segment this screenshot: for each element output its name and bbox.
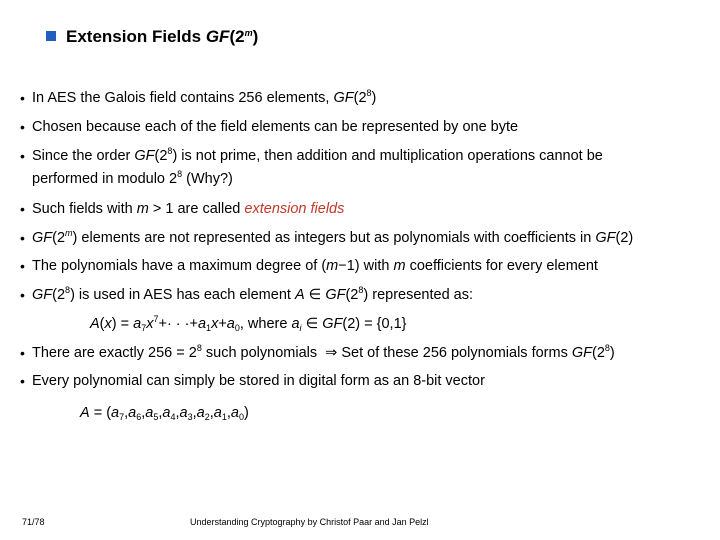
bullet-2-text: Chosen because each of the field elements can be represented by one byte	[32, 119, 519, 135]
square-bullet-icon	[46, 31, 56, 41]
bullet-7-text: $GF(2^8)$ is used in AES has each element A ∈ $GF(2^8)$ represented as:	[32, 285, 474, 303]
page-number: 71/78	[22, 517, 45, 527]
slide-title: Extension Fields GF(2$^m$)	[46, 27, 258, 47]
bullet-6-text: The polynomials have a maximum degree of (m−1) with m coefficients for every element	[32, 258, 598, 274]
bullet-dot-icon: •	[20, 230, 25, 246]
bullet-dot-icon: •	[20, 148, 25, 164]
bullet-4-text: Such fields with m > 1 are called extension fields	[32, 201, 345, 217]
title-text: Extension Fields	[66, 27, 202, 46]
bullet-dot-icon: •	[20, 345, 25, 361]
vector-formula: $A = (a_7,a_6,a_5,a_4,a_3,a_2,a_1,a_0)$	[80, 405, 249, 422]
polynomial-formula: $A(x) = a_7x^7+\cdot \cdot \cdot+a_1x+a_0$, where $a_i$ ∈ GF(2) = {0,1}	[90, 314, 407, 333]
bullet-9-text: Every polynomial can simply be stored in digital form as an 8-bit vector	[32, 373, 485, 389]
extension-fields-term: extension fields	[244, 201, 345, 217]
footer-credit: Understanding Cryptography by Christof Paar and Jan Pelzl	[190, 517, 429, 527]
bullet-dot-icon: •	[20, 287, 25, 303]
bullet-dot-icon: •	[20, 258, 25, 274]
bullet-1-text: In AES the Galois field contains 256 elements, $GF(2^8)$	[32, 88, 377, 106]
bullet-dot-icon: •	[20, 119, 25, 135]
bullet-dot-icon: •	[20, 201, 25, 217]
bullet-3-text: Since the order $GF(2^8)$ is not prime, then addition and multiplication operations cannot be	[32, 146, 603, 164]
title-math: GF	[205, 27, 230, 46]
bullet-dot-icon: •	[20, 90, 25, 106]
bullet-8-text: There are exactly $256 = 2^8$ such polynomials ⇒ Set of these 256 polynomials forms $GF(2^8)$	[32, 343, 615, 361]
bullet-5-text: GF(2$^m$) elements are not represented as integers but as polynomials with coefficients in GF(2)	[32, 228, 634, 246]
bullet-dot-icon: •	[20, 373, 25, 389]
bullet-3-continuation: performed in modulo $2^8$ (Why?)	[32, 169, 233, 187]
